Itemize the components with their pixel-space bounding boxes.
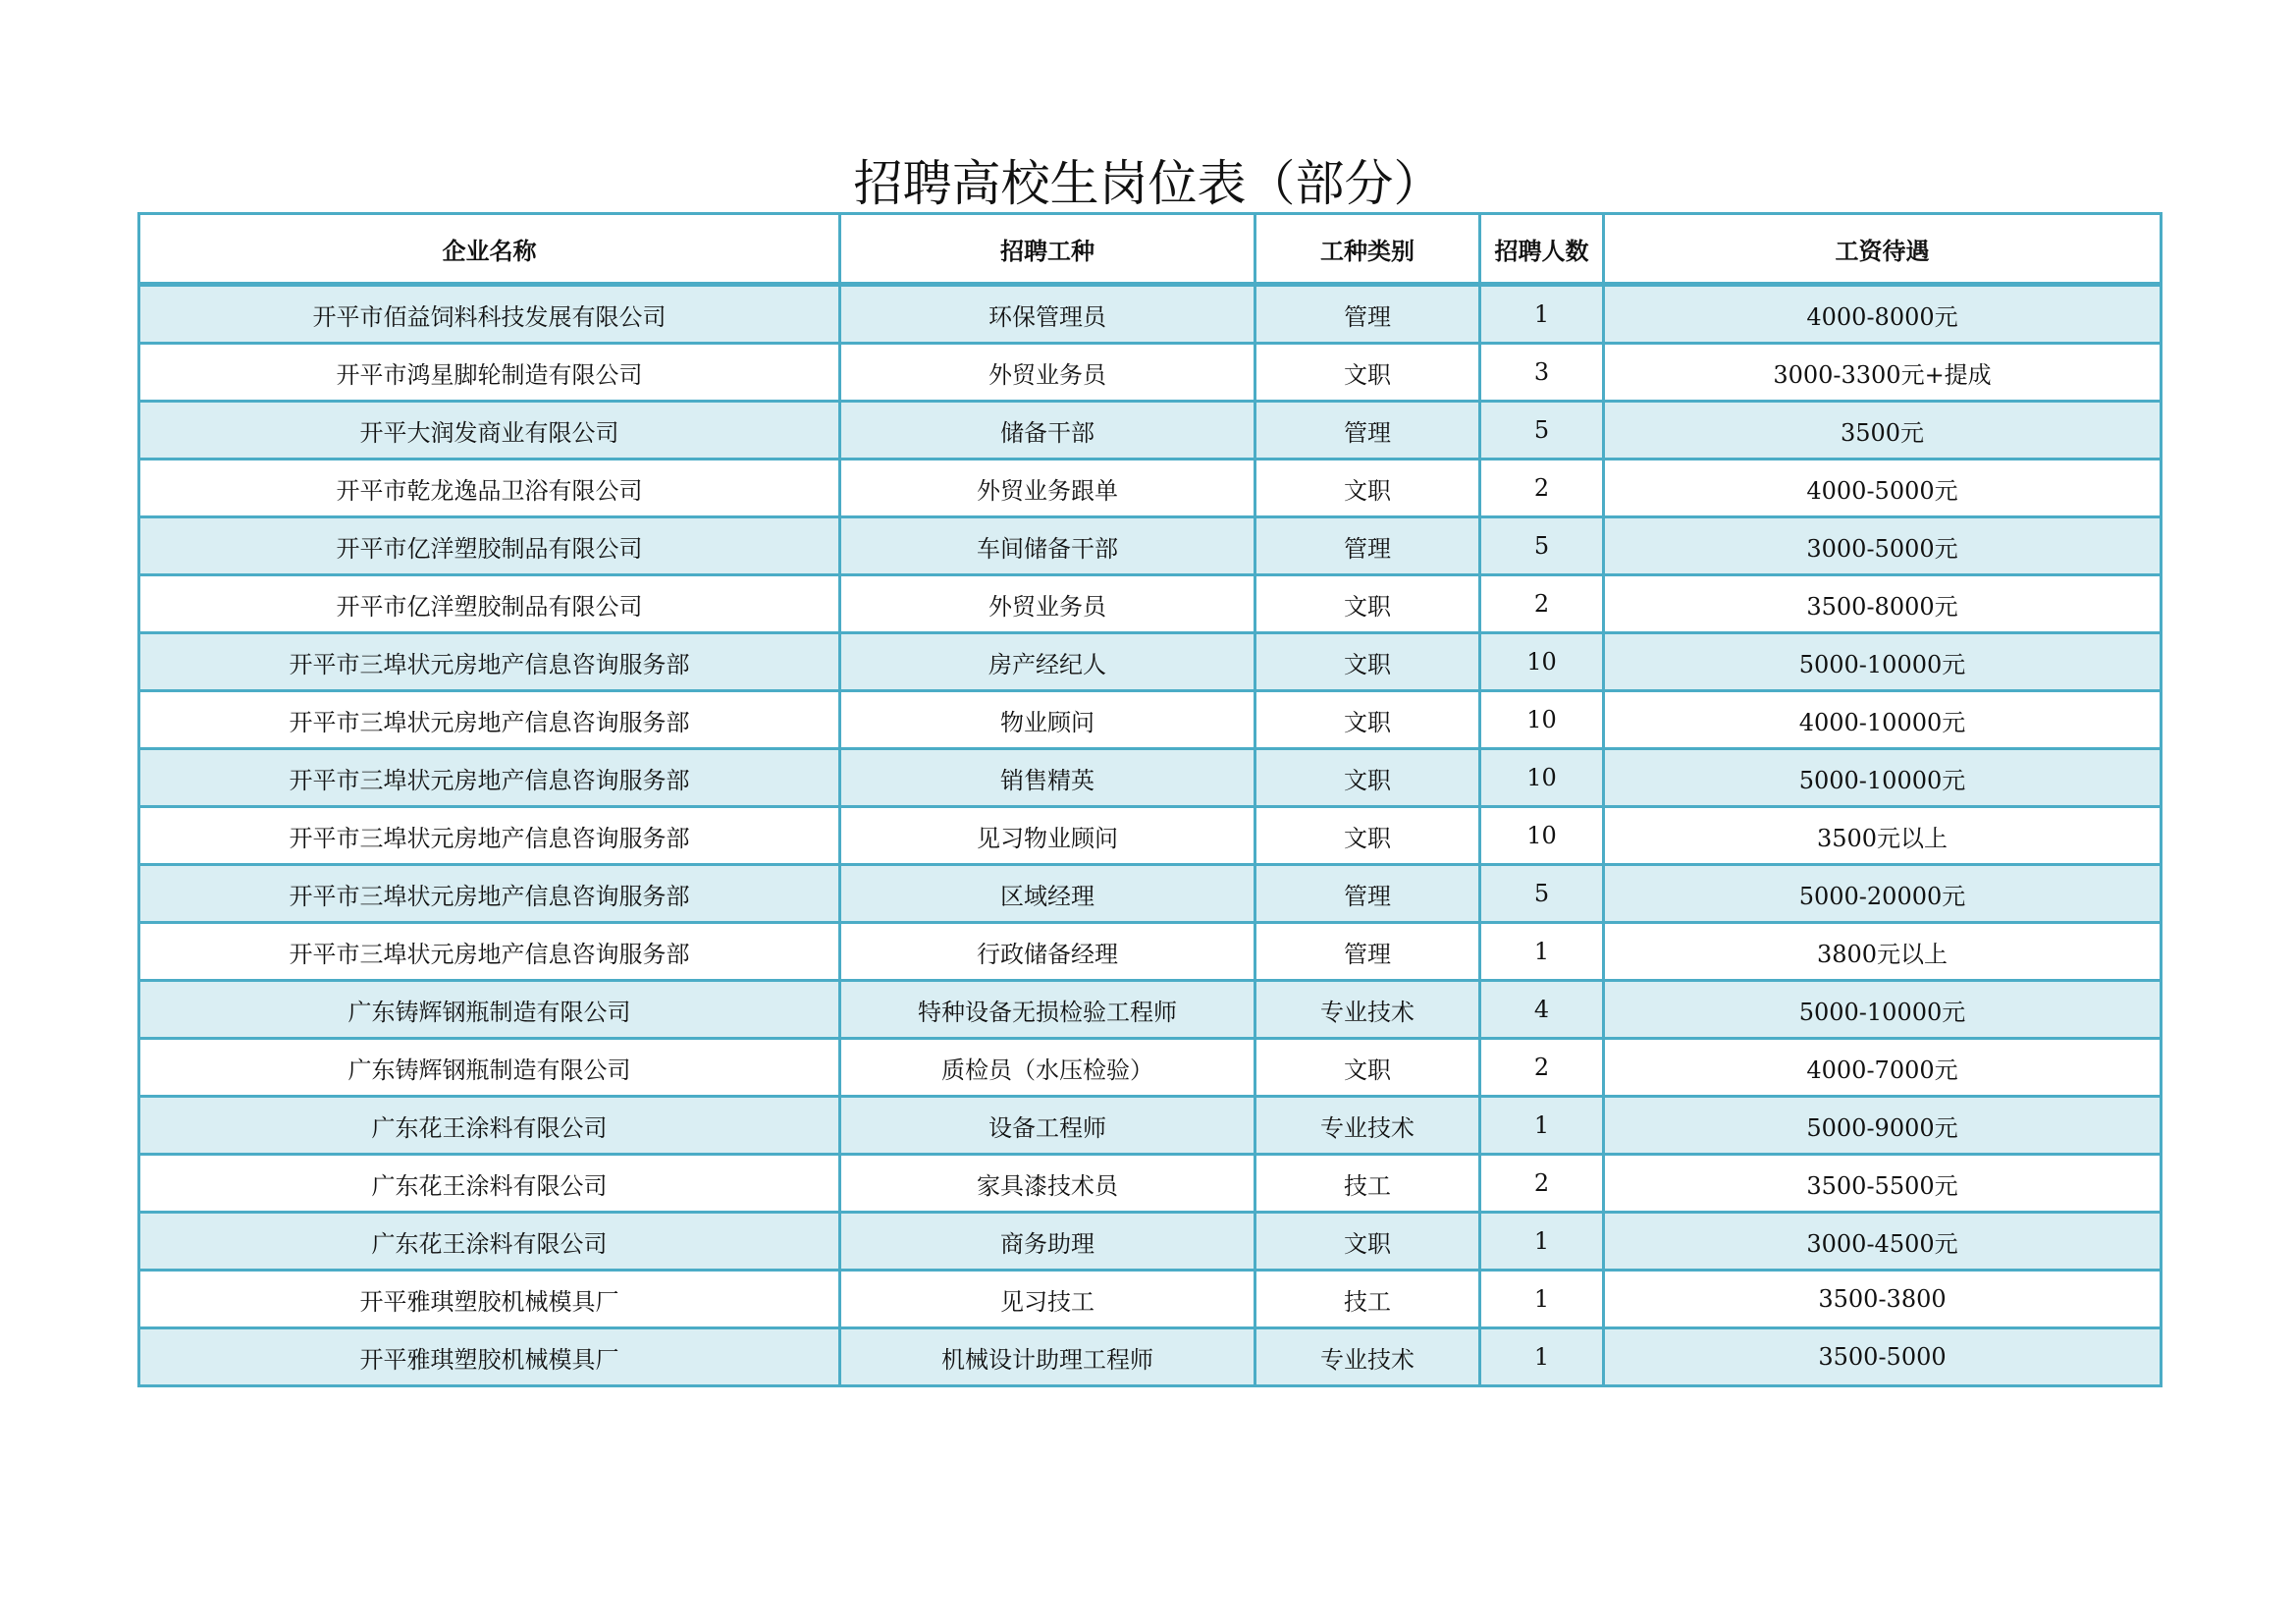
table-row [139, 807, 2162, 865]
company-cell: 开平市三埠状元房地产信息咨询服务部 [139, 691, 840, 749]
headcount-cell: 1 [1480, 1271, 1604, 1328]
table-row [139, 344, 2162, 402]
headcount-cell: 10 [1480, 691, 1604, 749]
position-cell: 家具漆技术员 [840, 1155, 1255, 1213]
header-company: 企业名称 [139, 214, 840, 285]
table-row [139, 1155, 2162, 1213]
position-cell: 见习物业顾问 [840, 807, 1255, 865]
table-header-row [139, 214, 2162, 285]
company-cell: 开平雅琪塑胶机械模具厂 [139, 1328, 840, 1386]
table-row [139, 460, 2162, 517]
salary-cell: 5000-20000元 [1604, 865, 2162, 923]
salary-cell: 3500-3800 [1604, 1271, 2162, 1328]
headcount-cell: 2 [1480, 1155, 1604, 1213]
category-cell: 文职 [1255, 807, 1480, 865]
position-cell: 外贸业务跟单 [840, 460, 1255, 517]
category-cell: 管理 [1255, 865, 1480, 923]
company-cell: 开平市三埠状元房地产信息咨询服务部 [139, 749, 840, 807]
company-cell: 开平市三埠状元房地产信息咨询服务部 [139, 633, 840, 691]
category-cell: 专业技术 [1255, 1328, 1480, 1386]
category-cell: 文职 [1255, 1213, 1480, 1271]
category-cell: 文职 [1255, 344, 1480, 402]
position-cell: 房产经纪人 [840, 633, 1255, 691]
headcount-cell: 5 [1480, 865, 1604, 923]
salary-cell: 5000-10000元 [1604, 633, 2162, 691]
company-cell: 广东花王涂料有限公司 [139, 1155, 840, 1213]
category-cell: 管理 [1255, 517, 1480, 575]
position-cell: 环保管理员 [840, 285, 1255, 344]
category-cell: 管理 [1255, 402, 1480, 460]
table-row [139, 633, 2162, 691]
table-row [139, 1213, 2162, 1271]
salary-cell: 3000-4500元 [1604, 1213, 2162, 1271]
category-cell: 文职 [1255, 633, 1480, 691]
salary-cell: 3000-3300元+提成 [1604, 344, 2162, 402]
salary-cell: 3500-5500元 [1604, 1155, 2162, 1213]
headcount-cell: 1 [1480, 923, 1604, 981]
header-position: 招聘工种 [840, 214, 1255, 285]
company-cell: 开平市亿洋塑胶制品有限公司 [139, 575, 840, 633]
position-cell: 行政储备经理 [840, 923, 1255, 981]
position-cell: 特种设备无损检验工程师 [840, 981, 1255, 1039]
company-cell: 广东花王涂料有限公司 [139, 1213, 840, 1271]
headcount-cell: 10 [1480, 749, 1604, 807]
table-row [139, 1271, 2162, 1328]
position-cell: 外贸业务员 [840, 575, 1255, 633]
table-row [139, 923, 2162, 981]
category-cell: 文职 [1255, 460, 1480, 517]
position-cell: 外贸业务员 [840, 344, 1255, 402]
table-row [139, 1039, 2162, 1097]
category-cell: 专业技术 [1255, 981, 1480, 1039]
salary-cell: 3000-5000元 [1604, 517, 2162, 575]
headcount-cell: 2 [1480, 1039, 1604, 1097]
category-cell: 管理 [1255, 923, 1480, 981]
header-salary: 工资待遇 [1604, 214, 2162, 285]
company-cell: 开平市鸿星脚轮制造有限公司 [139, 344, 840, 402]
headcount-cell: 5 [1480, 517, 1604, 575]
position-cell: 区域经理 [840, 865, 1255, 923]
position-cell: 车间储备干部 [840, 517, 1255, 575]
company-cell: 广东铸辉钢瓶制造有限公司 [139, 981, 840, 1039]
salary-cell: 3500元以上 [1604, 807, 2162, 865]
position-cell: 见习技工 [840, 1271, 1255, 1328]
category-cell: 技工 [1255, 1155, 1480, 1213]
position-cell: 机械设计助理工程师 [840, 1328, 1255, 1386]
table-row [139, 1328, 2162, 1386]
salary-cell: 5000-10000元 [1604, 981, 2162, 1039]
salary-cell: 5000-9000元 [1604, 1097, 2162, 1155]
salary-cell: 4000-5000元 [1604, 460, 2162, 517]
salary-cell: 3500元 [1604, 402, 2162, 460]
position-cell: 储备干部 [840, 402, 1255, 460]
table-row [139, 517, 2162, 575]
salary-cell: 4000-7000元 [1604, 1039, 2162, 1097]
headcount-cell: 2 [1480, 460, 1604, 517]
headcount-cell: 1 [1480, 1097, 1604, 1155]
header-category: 工种类别 [1255, 214, 1480, 285]
salary-cell: 5000-10000元 [1604, 749, 2162, 807]
position-cell: 销售精英 [840, 749, 1255, 807]
category-cell: 管理 [1255, 285, 1480, 344]
category-cell: 文职 [1255, 749, 1480, 807]
headcount-cell: 2 [1480, 575, 1604, 633]
category-cell: 文职 [1255, 691, 1480, 749]
table-row [139, 402, 2162, 460]
headcount-cell: 10 [1480, 633, 1604, 691]
table-row [139, 749, 2162, 807]
position-cell: 设备工程师 [840, 1097, 1255, 1155]
company-cell: 开平雅琪塑胶机械模具厂 [139, 1271, 840, 1328]
company-cell: 开平市亿洋塑胶制品有限公司 [139, 517, 840, 575]
company-cell: 开平市佰益饲料科技发展有限公司 [139, 285, 840, 344]
company-cell: 广东花王涂料有限公司 [139, 1097, 840, 1155]
category-cell: 专业技术 [1255, 1097, 1480, 1155]
company-cell: 开平市三埠状元房地产信息咨询服务部 [139, 923, 840, 981]
headcount-cell: 1 [1480, 285, 1604, 344]
headcount-cell: 1 [1480, 1213, 1604, 1271]
headcount-cell: 5 [1480, 402, 1604, 460]
company-cell: 开平市乾龙逸品卫浴有限公司 [139, 460, 840, 517]
salary-cell: 3500-8000元 [1604, 575, 2162, 633]
page-title: 招聘高校生岗位表（部分） [853, 155, 1443, 212]
company-cell: 开平大润发商业有限公司 [139, 402, 840, 460]
headcount-cell: 3 [1480, 344, 1604, 402]
headcount-cell: 4 [1480, 981, 1604, 1039]
table-row [139, 285, 2162, 344]
category-cell: 文职 [1255, 575, 1480, 633]
company-cell: 开平市三埠状元房地产信息咨询服务部 [139, 807, 840, 865]
company-cell: 开平市三埠状元房地产信息咨询服务部 [139, 865, 840, 923]
table-row [139, 981, 2162, 1039]
headcount-cell: 10 [1480, 807, 1604, 865]
table-row [139, 691, 2162, 749]
table-row [139, 575, 2162, 633]
position-cell: 质检员（水压检验） [840, 1039, 1255, 1097]
table-row [139, 865, 2162, 923]
position-cell: 商务助理 [840, 1213, 1255, 1271]
table-row [139, 1097, 2162, 1155]
job-table [137, 212, 2163, 1387]
headcount-cell: 1 [1480, 1328, 1604, 1386]
position-cell: 物业顾问 [840, 691, 1255, 749]
salary-cell: 3500-5000 [1604, 1328, 2162, 1386]
salary-cell: 3800元以上 [1604, 923, 2162, 981]
category-cell: 技工 [1255, 1271, 1480, 1328]
salary-cell: 4000-8000元 [1604, 285, 2162, 344]
company-cell: 广东铸辉钢瓶制造有限公司 [139, 1039, 840, 1097]
header-headcount: 招聘人数 [1480, 214, 1604, 285]
category-cell: 文职 [1255, 1039, 1480, 1097]
salary-cell: 4000-10000元 [1604, 691, 2162, 749]
